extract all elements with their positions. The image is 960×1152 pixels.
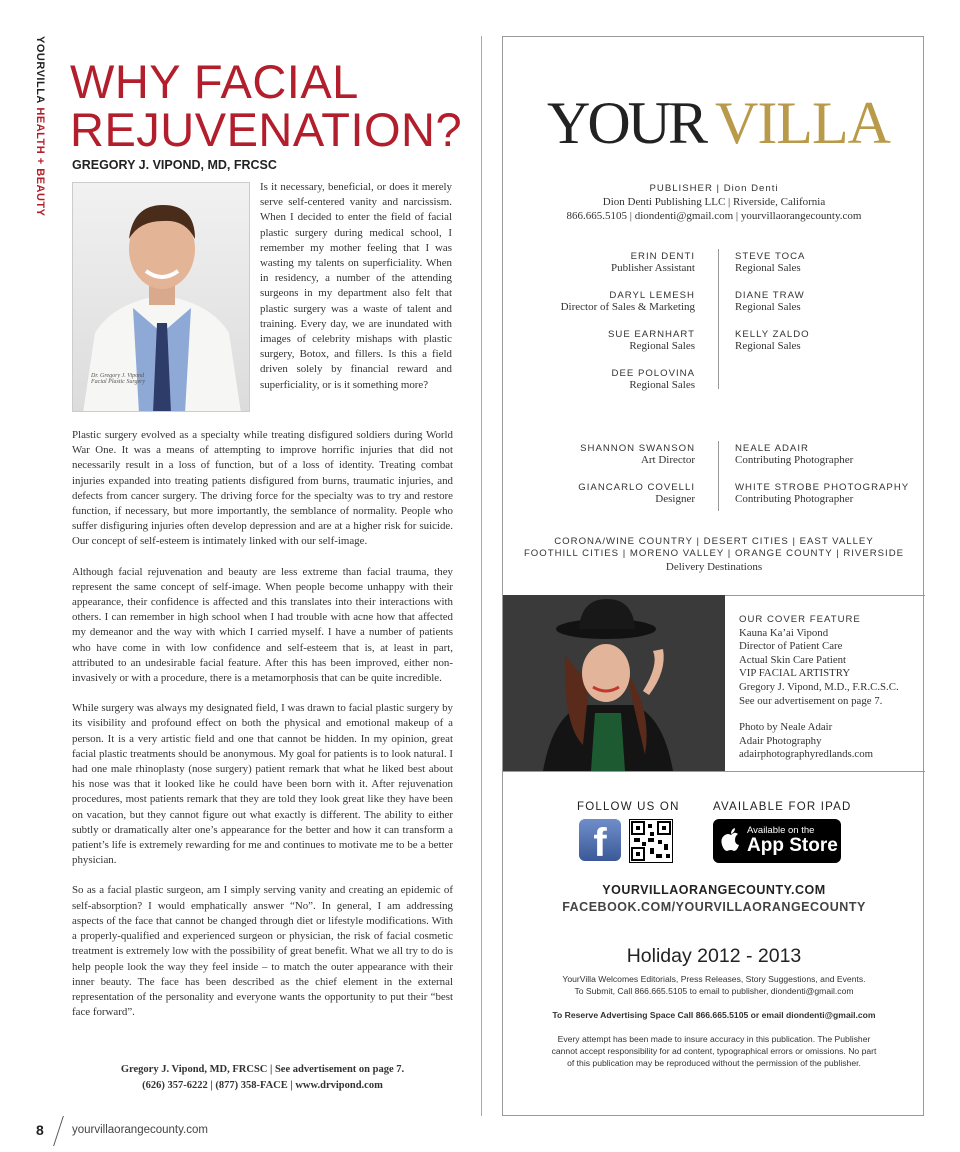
publisher-contact: 866.665.5105 | diondenti@gmail.com | yourvillaorangecounty.com <box>566 210 862 222</box>
staff-name: KELLY ZALDO <box>735 329 810 340</box>
article-paragraph: Although facial rejuvenation and beauty are less extreme than facial trauma, they represent the same concept of self-image. When people become unhappy with their appearance, their confidence is affected and this translates into their interactions with others. I can remember in high school when I had trouble with acne how that affected my demeanor and the way with which I carried myself. I have a number of patients who have come in with low confidence and self-esteem that is, at least in part, attributed to an undesirable facial feature. After this has been improved, either non-invasively or with a procedure, there is a metamorphosis that can be quite incredible. <box>72 565 453 685</box>
app-store-button[interactable] <box>713 819 841 863</box>
staff-role: Regional Sales <box>735 301 801 313</box>
delivery-destinations <box>503 536 925 573</box>
logo-your: YOUR <box>547 90 706 156</box>
photo-caption: Dr. Gregory J. Vipond Facial Plastic Surgery <box>91 373 146 385</box>
publisher-label: PUBLISHER | Dion Denti <box>649 183 779 194</box>
qr-code-icon[interactable] <box>629 819 673 863</box>
destinations-label: Delivery Destinations <box>665 561 763 573</box>
masthead-box <box>502 36 924 1116</box>
article-intro: Is it necessary, beneficial, or does it merely serve self-centered vanity and narcissism. When I decided to enter the field of facial plastic surgery during medical school, I remember my mother feeling that I was wasting my talents on superficiality. When in residency, a number of the attending surgeons in my department also felt that plastic surgery was a waste of talent and training. Every day, we are inundated with images of celebrity mishaps with plastic surgery, Botox, and fillers. Is this a field driven solely by financial reward and superficiality, or is it something more? <box>260 181 452 391</box>
staff-role: Regional Sales <box>735 262 801 274</box>
article-byline: GREGORY J. VIPOND, MD, FRCSC <box>72 158 277 172</box>
issue-submit: To Submit, Call 866.665.5105 to email to publisher, diondenti@gmail.com <box>574 986 854 996</box>
author-photo <box>72 182 250 412</box>
cover-bottom-rule <box>503 771 925 772</box>
cover-line: Actual Skin Care Patient <box>739 653 847 666</box>
disclaimer-line: cannot accept responsibility for ad content, typographical errors or omissions. No part <box>551 1046 877 1056</box>
cover-feature-text <box>739 613 925 762</box>
app-store-small-text: Available on the <box>747 825 815 836</box>
yourvilla-logo <box>547 89 890 169</box>
article-title <box>70 55 470 156</box>
staff-name: DEE POLOVINA <box>611 368 695 379</box>
issue-welcome: YourVilla Welcomes Editorials, Press Releases, Story Suggestions, and Events. <box>562 974 866 984</box>
staff-role: Art Director <box>640 454 695 466</box>
cover-photo <box>503 595 725 771</box>
photo-credit: Photo by Neale Adair <box>739 721 833 734</box>
destinations-line: CORONA/WINE COUNTRY | DESERT CITIES | EAST VALLEY <box>554 536 874 547</box>
logo-villa: VILLA <box>715 90 890 156</box>
staff-name: GIANCARLO COVELLI <box>578 482 695 493</box>
section-side-tab <box>28 36 46 217</box>
cover-line: See our advertisement on page 7. <box>739 694 883 707</box>
staff-role: Director of Sales & Marketing <box>560 301 695 313</box>
article-paragraph: While surgery was always my designated field, I was drawn to facial plastic surgery by its visibility and profound effect on both the physical and emotional makeup of a person. It is a very artistic field and one that cannot be hidden. In my opinion, great facial plastic treatments should be anonymous. My goal for patients is to look natural. I had one male rhinoplasty (nose surgery) patient remark that what he liked best about his nose was that it looked like he could have been born with it. After rejuvenation procedures, most patients remark that they are told they look great like they have been on vacation, but they cannot figure out what exactly is different. The ability to either subtly or dramatically alter one’s appearance for the better and how it can transform a patient’s life is extremely rewarding for me and continues to motivate me to be a better physician. <box>72 702 453 867</box>
disclaimer-line: Every attempt has been made to insure accuracy in this publication. The Publisher <box>557 1034 871 1044</box>
staff-role: Regional Sales <box>629 379 695 391</box>
staff-name: NEALE ADAIR <box>735 443 809 454</box>
destinations-line: FOOTHILL CITIES | MORENO VALLEY | ORANGE COUNTY | RIVERSIDE <box>523 548 905 559</box>
staff-name: DARYL LEMESH <box>609 290 695 301</box>
staff-role: Regional Sales <box>735 340 801 352</box>
photo-credit-link[interactable]: adairphotographyredlands.com <box>739 748 874 761</box>
facebook-icon[interactable]: f <box>579 819 621 861</box>
article-paragraph: Plastic surgery evolved as a specialty while treating disfigured soldiers during World War One. It was a means of attempting to improve horrific injuries that did not necessarily result in a loss of function, but of a loss of identity. Treating combat injuries expanded into treating patients disfigured from burns, traumatic injuries, and defects from cancer surgery. The driving force for the specialty was to try and restore function, if necessary, but more importantly, the semblance of normality. People who suffer disfiguring injuries often develop depression and are at a higher risk for suicide. Our concept of self-esteem is intimately linked with our self-image. <box>72 429 453 548</box>
page-number: 8 <box>36 1122 44 1138</box>
creative-left <box>503 443 695 521</box>
signature-contact: (626) 357-6222 | (877) 358-FACE | www.drvipond.com <box>142 1080 383 1091</box>
creative-right <box>735 443 935 521</box>
staff-name: SHANNON SWANSON <box>580 443 695 454</box>
article-body <box>72 428 453 1035</box>
facebook-link[interactable]: FACEBOOK.COM/YOURVILLAORANGECOUNTY <box>562 900 866 914</box>
cover-model-image <box>503 595 725 771</box>
staff-divider <box>718 249 719 389</box>
cover-line: Gregory J. Vipond, M.D., F.R.C.S.C. <box>739 680 899 693</box>
article-signature <box>72 1062 453 1094</box>
side-tab-brand: YOURVILLA <box>34 36 46 104</box>
publisher-company: Dion Denti Publishing LLC | Riverside, California <box>602 196 826 208</box>
disclaimer-line: of this publication may be reproduced without the permission of the publisher. <box>567 1058 861 1068</box>
side-tab-section: HEALTH + BEAUTY <box>34 107 46 217</box>
cover-line: VIP FACIAL ARTISTRY <box>739 667 851 680</box>
cover-line: Director of Patient Care <box>739 640 843 653</box>
staff-role: Contributing Photographer <box>735 493 854 505</box>
staff-role: Publisher Assistant <box>610 262 695 274</box>
website-link[interactable]: YOURVILLAORANGECOUNTY.COM <box>602 883 826 897</box>
creative-divider <box>718 441 719 511</box>
footer-slash <box>53 1116 73 1146</box>
staff-role: Designer <box>655 493 695 505</box>
staff-name: SUE EARNHART <box>608 329 695 340</box>
issue-title: Holiday 2012 - 2013 <box>626 945 802 967</box>
column-divider <box>481 36 482 1116</box>
staff-name: ERIN DENTI <box>630 251 695 262</box>
available-ipad-label: AVAILABLE FOR IPAD <box>713 801 852 813</box>
staff-name: WHITE STROBE PHOTOGRAPHY <box>735 482 910 493</box>
apple-icon <box>721 827 741 855</box>
staff-left <box>503 251 695 407</box>
advertising-info: To Reserve Advertising Space Call 866.665.5105 or email diondenti@gmail.com <box>552 1010 876 1020</box>
staff-role: Regional Sales <box>629 340 695 352</box>
title-line-2: REJUVENATION? <box>70 103 463 156</box>
staff-right <box>735 251 935 368</box>
footer-url: yourvillaorangecounty.com <box>72 1124 208 1136</box>
photo-credit: Adair Photography <box>739 734 822 747</box>
app-store-big-text: App Store <box>747 835 838 856</box>
signature-line: Gregory J. Vipond, MD, FRCSC | See advertisement on page 7. <box>120 1064 405 1075</box>
title-line-1: WHY FACIAL <box>70 55 359 108</box>
staff-name: STEVE TOCA <box>735 251 806 262</box>
publisher-info <box>503 183 925 222</box>
article-paragraph: So as a facial plastic surgeon, am I simply serving vanity and creating an epidemic of self-absorption? I would emphatically answer “No”. In general, I am addressing aspects of the face that cannot be changed through diet or lifestyle modifications. With a properly-qualified and experienced surgeon or physician, the risk of facial cosmetic treatment is extremely low with the possibility of great benefit. What we all try to do is help people look the way they feel inside – to match the outer appearance with their inner beauty. The face has been described as the chief element in the external representation of the personality and everyone wants the opportunity to put their “best face forward”. <box>72 884 453 1019</box>
cover-label: OUR COVER FEATURE <box>739 614 861 625</box>
cover-line: Kauna Ka’ai Vipond <box>739 626 829 639</box>
follow-us-label: FOLLOW US ON <box>577 801 680 813</box>
staff-role: Contributing Photographer <box>735 454 854 466</box>
staff-name: DIANE TRAW <box>735 290 805 301</box>
